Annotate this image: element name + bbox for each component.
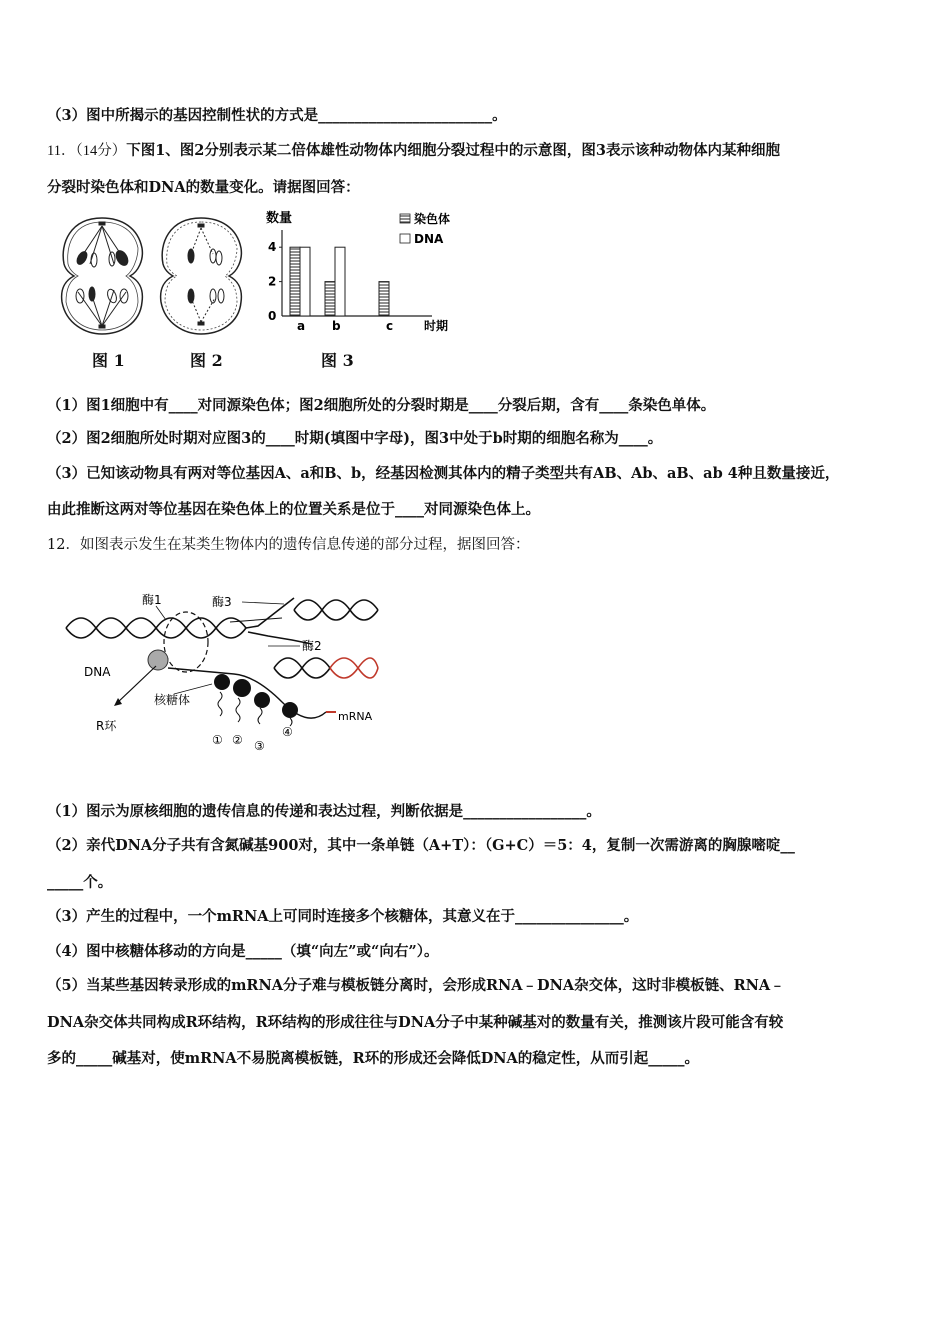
q12-part3: （3）产生的过程中，一个mRNA上可同时连接多个核糖体，其意义在于_______________。 xyxy=(47,908,639,925)
label-enzyme3: 酶3 xyxy=(212,595,232,609)
bar-b-chromosome xyxy=(325,282,335,316)
q11-intro-line2: 分裂时染色体和DNA的数量变化。请据图回答： xyxy=(47,179,360,196)
q10-part3: （3）图中所揭示的基因控制性状的方式是________________________。 xyxy=(47,107,507,124)
q11-intro-text: 下图1、图2分别表示某二倍体雄性动物体内细胞分裂过程中的示意图，图3表示该种动物体内某种细胞 xyxy=(126,142,780,159)
figure-2-cell-diagram xyxy=(155,214,247,338)
label-n2: ② xyxy=(232,733,243,747)
bar-a-dna xyxy=(300,247,310,316)
label-n3: ③ xyxy=(254,739,265,753)
q12-part5-line3: 多的_____碱基对，使mRNA不易脱离模板链，R环的形成还会降低DNA的稳定性，从而引起_____。 xyxy=(47,1050,700,1067)
label-enzyme1: 酶1 xyxy=(142,593,162,607)
ribosomes xyxy=(214,674,298,718)
q11-score: （14分） xyxy=(75,143,127,159)
bar-c-chromosome xyxy=(379,282,389,316)
figure-1-cell-diagram xyxy=(56,214,148,338)
y-tick-label: 2 xyxy=(268,274,277,289)
chart-x-axis-title: 时期 xyxy=(424,319,449,333)
q12-part1: （1）图示为原核细胞的遗传信息的传递和表达过程，判断依据是_________________。 xyxy=(47,803,601,820)
q11-part3-line1: （3）已知该动物具有两对等位基因A、a和B、b，经基因检测其体内的精子类型共有AB、Ab、aB、ab 4种且数量接近， xyxy=(47,465,840,482)
transcription-bubble xyxy=(164,612,208,672)
q11-part1: （1）图1细胞中有____对同源染色体；图2细胞所处的分裂时期是____分裂后期，含有____条染色单体。 xyxy=(47,397,716,414)
y-tick-label: 0 xyxy=(268,309,277,323)
x-category-label: a xyxy=(297,319,306,333)
q12-intro: 12．如图表示发生在某类生物体内的遗传信息传递的部分过程，据图回答： xyxy=(47,537,530,553)
x-category-label: c xyxy=(386,319,394,333)
bar-b-dna xyxy=(335,247,345,316)
r-loop-arrow xyxy=(116,666,156,704)
label-n4: ④ xyxy=(282,725,293,739)
x-category-label: b xyxy=(332,319,341,333)
figure-3-bar-chart xyxy=(262,206,462,336)
rna-polymerase xyxy=(148,650,168,670)
label-enzyme2: 酶2 xyxy=(302,639,322,653)
q12-part2-line2: _____个。 xyxy=(47,874,113,891)
chart-legend xyxy=(400,211,450,246)
label-ribosome: 核糖体 xyxy=(154,693,191,707)
q11-number: 11． xyxy=(47,143,76,159)
new-dna-strand xyxy=(330,658,378,678)
label-mrna: mRNA xyxy=(338,710,373,723)
q12-part5-line1: （5）当某些基因转录形成的mRNA分子难与模板链分离时，会形成RNA﹣DNA杂交体，这时非模板链、RNA﹣ xyxy=(47,977,785,994)
figure-3-caption: 图 3 xyxy=(321,351,354,370)
legend-label-dna: DNA xyxy=(414,232,444,246)
figure-2-caption: 图 2 xyxy=(190,351,223,370)
q11-part3-line2: 由此推断这两对等位基因在染色体上的位置关系是位于____对同源染色体上。 xyxy=(47,501,540,518)
figure-1-caption: 图 1 xyxy=(92,351,125,370)
q12-part4: （4）图中核糖体移动的方向是_____（填“向左”或“向右”）。 xyxy=(47,943,439,960)
q11-part2: （2）图2细胞所处时期对应图3的____时期(填图中字母)，图3中处于b时期的细胞名称为____。 xyxy=(47,430,663,447)
label-r-loop: R环 xyxy=(96,719,117,733)
figure-gene-expression-diagram xyxy=(62,588,382,756)
chart-axis-title: 数量 xyxy=(266,211,293,226)
q11-intro-line1 xyxy=(47,139,780,160)
bar-a-chromosome xyxy=(290,247,300,316)
label-dna: DNA xyxy=(84,665,111,679)
q12-part2-line1: （2）亲代DNA分子共有含氮碱基900对，其中一条单链（A+T）：（G+C）＝5：4，复制一次需游离的胸腺嘧啶__ xyxy=(47,837,795,854)
legend-label-chromosome: 染色体 xyxy=(414,212,451,226)
q12-part5-line2: DNA杂交体共同构成R环结构，R环结构的形成往往与DNA分子中某种碱基对的数量有关，推测该片段可能含有较 xyxy=(47,1014,784,1031)
label-n1: ① xyxy=(212,733,223,747)
legend-swatch-dna xyxy=(400,234,410,243)
legend-swatch-chromosome xyxy=(400,214,410,223)
y-tick-label: 4 xyxy=(268,240,277,255)
